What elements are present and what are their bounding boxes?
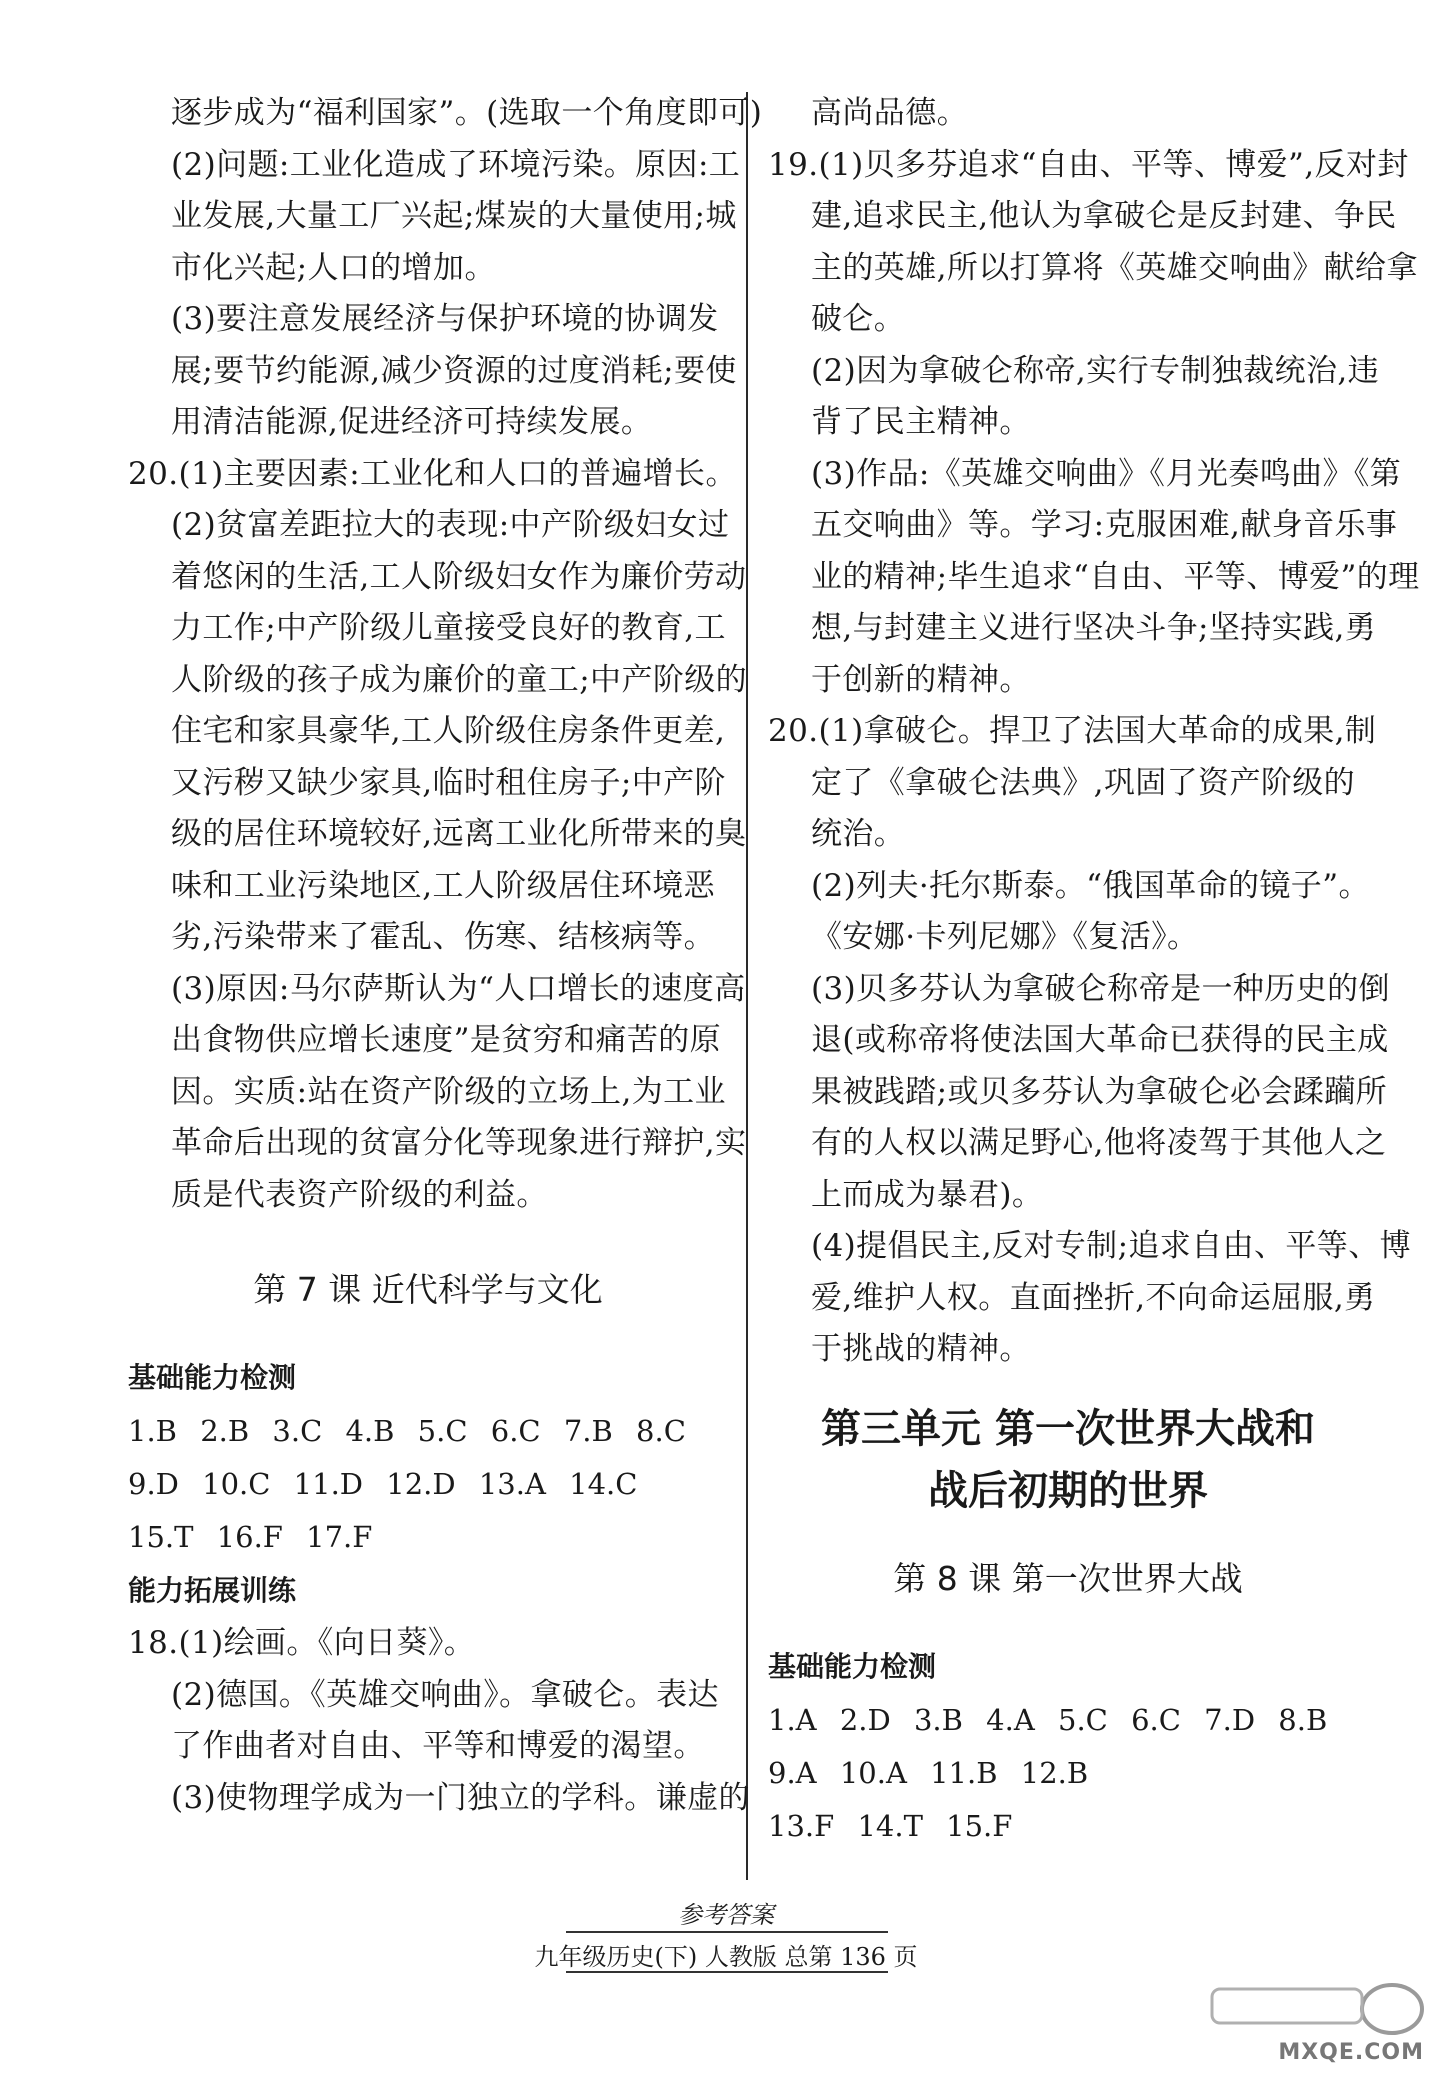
text-line: 于创新的精神。	[811, 661, 1031, 698]
footer-title: 参考答案	[678, 1901, 774, 1929]
unit-3-title-line-2: 战后初期的世界	[928, 1467, 1208, 1514]
text-line: 业的精神;毕生追求“自由、平等、博爱”的理	[811, 558, 1420, 595]
text-line: (3)要注意发展经济与保护环境的协调发	[171, 301, 719, 337]
text-line: 主的英雄,所以打算将《英雄交响曲》献给拿	[811, 249, 1418, 286]
text-line: 爱,维护人权。直面挫折,不向命运屈服,勇	[811, 1279, 1376, 1316]
text-line: 人阶级的孩子成为廉价的童工;中产阶级的	[171, 661, 748, 698]
text-line: 建,追求民主,他认为拿破仑是反封建、争民	[811, 198, 1397, 234]
text-line: 业发展,大量工厂兴起;煤炭的大量使用;城	[171, 198, 737, 234]
text-line: (3)原因:马尔萨斯认为“人口增长的速度高	[171, 970, 746, 1007]
text-line: (2)因为拿破仑称帝,实行专制独裁统治,违	[811, 352, 1380, 389]
text-line: 于挑战的精神。	[811, 1331, 1031, 1367]
lesson-7-title: 第 7 课 近代科学与文化	[253, 1270, 603, 1309]
text-line: 质是代表资产阶级的利益。	[171, 1176, 548, 1213]
text-line: 有的人权以满足野心,他将凌驾于其他人之	[811, 1125, 1387, 1161]
answer-row: 15.T 16.F 17.F	[128, 1520, 373, 1554]
text-line: 力工作;中产阶级儿童接受良好的教育,工	[171, 610, 726, 646]
text-line: 市化兴起;人口的增加。	[171, 249, 496, 286]
unit-3-title-line-1: 第三单元 第一次世界大战和	[821, 1405, 1315, 1452]
text-line: 上而成为暴君)。	[811, 1176, 1044, 1213]
question-20-line: 20.(1)拿破仑。捍卫了法国大革命的成果,制	[768, 713, 1377, 749]
text-line: 背了民主精神。	[811, 404, 1031, 440]
section-basic-ability: 基础能力检测	[128, 1361, 297, 1394]
text-line: 高尚品德。	[811, 95, 968, 131]
lesson-8-title: 第 8 课 第一次世界大战	[893, 1558, 1243, 1598]
text-line: 想,与封建主义进行坚决斗争;坚持实践,勇	[811, 610, 1377, 646]
text-line: 级的居住环境较好,远离工业化所带来的臭	[171, 816, 747, 852]
text-line: 味和工业污染地区,工人阶级居住环境恶	[171, 867, 716, 904]
text-line: 因。实质:站在资产阶级的立场上,为工业	[171, 1073, 726, 1110]
text-line: (4)提倡民主,反对专制;追求自由、平等、博	[811, 1228, 1412, 1264]
text-line: (2)贫富差距拉大的表现:中产阶级妇女过	[171, 507, 730, 543]
section-extend-training: 能力拓展训练	[128, 1574, 297, 1607]
text-line: 又污秽又缺少家具,临时租住房子;中产阶	[171, 764, 726, 801]
text-line: 统治。	[811, 816, 906, 852]
question-19-line: 19.(1)贝多芬追求“自由、平等、博爱”,反对封	[768, 146, 1409, 183]
text-line: 破仑。	[811, 301, 906, 337]
text-line: 住宅和家具豪华,工人阶级住房条件更差,	[171, 713, 726, 749]
text-line: 用清洁能源,促进经济可持续发展。	[171, 404, 653, 440]
text-line: 逐步成为“福利国家”。(选取一个角度即可)	[171, 95, 763, 131]
answer-row: 13.F 14.T 15.F	[768, 1808, 1013, 1843]
text-line: 果被践踏;或贝多芬认为拿破仑必会蹂躏所	[811, 1073, 1388, 1110]
answer-row: 9.A 10.A 11.B 12.B	[768, 1755, 1089, 1790]
text-line: 展;要节约能源,减少资源的过度消耗;要使	[171, 352, 737, 389]
text-line: (3)使物理学成为一门独立的学科。谦虚的	[171, 1779, 750, 1816]
text-line: (2)问题:工业化造成了环境污染。原因:工	[171, 146, 741, 183]
text-line: 定了《拿破仑法典》,巩固了资产阶级的	[811, 764, 1356, 801]
footer-page-info: 九年级历史(下) 人教版 总第 136 页	[534, 1943, 918, 1971]
text-line: (2)德国。《英雄交响曲》。拿破仑。表达	[171, 1676, 719, 1713]
text-line: (3)作品:《英雄交响曲》《月光奏鸣曲》《第	[811, 455, 1402, 492]
text-line: 退(或称帝将使法国大革命已获得的民主成	[811, 1022, 1389, 1058]
answer-row: 1.A 2.D 3.B 4.A 5.C 6.C 7.D 8.B	[768, 1702, 1328, 1737]
right-column	[768, 88, 1420, 1853]
answer-row: 1.B 2.B 3.C 4.B 5.C 6.C 7.B 8.C	[128, 1414, 686, 1448]
text-line: 五交响曲》等。学习:克服困难,献身音乐事	[811, 507, 1398, 543]
text-line: 革命后出现的贫富分化等现象进行辩护,实	[171, 1125, 747, 1161]
footer-rule	[566, 1971, 888, 1973]
text-line: 《安娜·卡列尼娜》《复活》。	[811, 919, 1199, 955]
text-line: (3)贝多芬认为拿破仑称帝是一种历史的倒	[811, 970, 1390, 1007]
text-line: 着悠闲的生活,工人阶级妇女作为廉价劳动	[171, 558, 747, 595]
section-basic-ability: 基础能力检测	[768, 1649, 937, 1683]
column-divider	[746, 92, 748, 1880]
text-line: (2)列夫·托尔斯泰。“俄国革命的镜子”。	[811, 867, 1370, 904]
answer-row: 9.D 10.C 11.D 12.D 13.A 14.C	[128, 1467, 638, 1501]
text-line: 出食物供应增长速度”是贫穷和痛苦的原	[171, 1022, 722, 1058]
text-line: 劣,污染带来了霍乱、伤寒、结核病等。	[171, 919, 716, 955]
question-18-line: 18.(1)绘画。《向日葵》。	[128, 1625, 476, 1661]
text-line: 了作曲者对自由、平等和博爱的渴望。	[171, 1728, 705, 1764]
watermark-text: MXQE.COM	[1278, 2040, 1424, 2065]
left-column	[128, 88, 763, 1824]
question-20-line: 20.(1)主要因素:工业化和人口的普遍增长。	[128, 455, 737, 492]
footer-rule	[566, 1931, 888, 1933]
